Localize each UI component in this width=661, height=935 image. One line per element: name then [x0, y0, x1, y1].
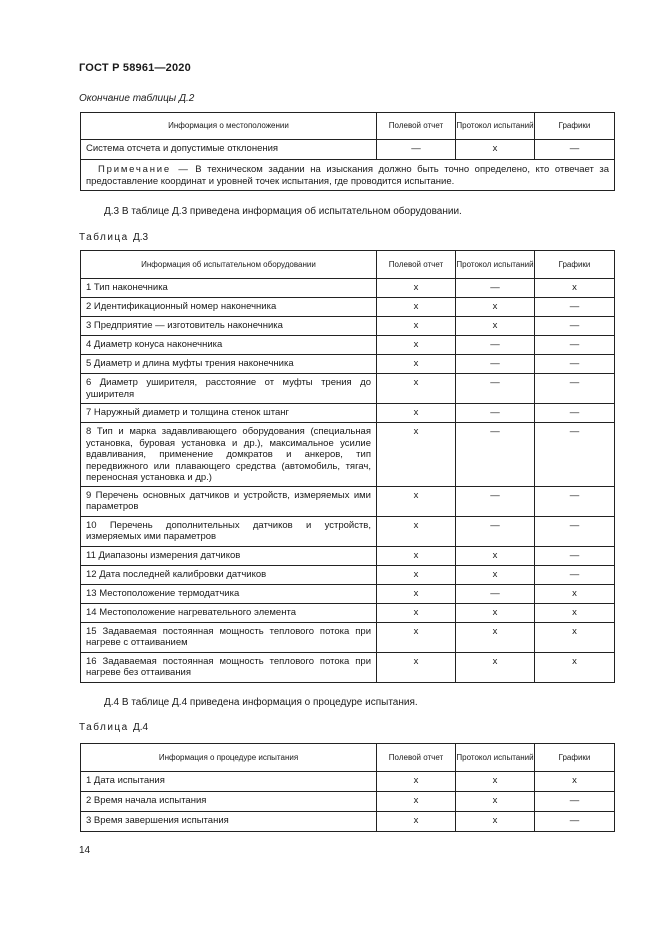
table-d4-header-graphs: Графики	[535, 744, 615, 772]
table-cell-graphs: х	[535, 652, 615, 682]
table-row	[81, 792, 615, 812]
table-cell-protocol: —	[456, 374, 535, 404]
table-row	[81, 772, 615, 792]
paragraph-d4: Д.4 В таблице Д.4 приведена информация о процедуре испытания.	[104, 697, 418, 708]
table-cell-graphs: х	[535, 603, 615, 622]
table-cell-field-report: х	[377, 404, 456, 423]
table-cell-graphs: х	[535, 772, 615, 792]
table-row	[81, 279, 615, 298]
table-d3-caption-number: Д.3	[133, 232, 149, 243]
table-cell-info: 15 Задаваемая постоянная мощность теплового потока при нагреве с оттаиванием	[81, 622, 377, 652]
table-d2-header-info: Информация о местоположении	[81, 113, 377, 140]
table-cell-info: 1 Тип наконечника	[81, 279, 377, 298]
table-cell-protocol: —	[456, 336, 535, 355]
table-d3-caption-label: Таблица	[79, 232, 129, 243]
table-cell-info: 16 Задаваемая постоянная мощность теплового потока при нагреве без оттаивания	[81, 652, 377, 682]
table-cell-graphs: —	[535, 298, 615, 317]
table-cell-info: 7 Наружный диаметр и толщина стенок штанг	[81, 404, 377, 423]
table-cell-field-report: х	[377, 516, 456, 546]
table-d4-header-info: Информация о процедуре испытания	[81, 744, 377, 772]
table-d4-caption	[79, 722, 148, 733]
table-row	[81, 374, 615, 404]
table-cell-info: 10 Перечень дополнительных датчиков и устройств, измеряемых ими параметров	[81, 516, 377, 546]
table-cell-field-report: х	[377, 565, 456, 584]
table-cell-protocol: х	[456, 317, 535, 336]
table-cell-protocol: —	[456, 279, 535, 298]
table-cell-info: 8 Тип и марка задавливающего оборудования (специальная установка, буровая установка и др.), максимальное усилие вдавливания, применение домкратов и анкеров, тип передвижного или плавающего средства (автомобиль, тягач, переносная установка и др.)	[81, 423, 377, 487]
table-d4-caption-label: Таблица	[79, 722, 129, 733]
table-cell-graphs: —	[535, 486, 615, 516]
table-d2-header-protocol: Протокол испытаний	[456, 113, 535, 140]
table-d4-body	[81, 772, 615, 832]
table-cell-protocol: х	[456, 546, 535, 565]
table-cell-field-report: х	[377, 486, 456, 516]
table-d3-header-info: Информация об испытательном оборудовании	[81, 251, 377, 279]
table-row	[81, 404, 615, 423]
table-cell-info: 2 Идентификационный номер наконечника	[81, 298, 377, 317]
table-cell-graphs: х	[535, 584, 615, 603]
table-cell-info: 4 Диаметр конуса наконечника	[81, 336, 377, 355]
table-cell-graphs: —	[535, 404, 615, 423]
table-cell-protocol: х	[456, 298, 535, 317]
table-row	[81, 546, 615, 565]
table-cell-info: 9 Перечень основных датчиков и устройств, измеряемых ими параметров	[81, 486, 377, 516]
table-cell-field-report: х	[377, 336, 456, 355]
table-cell-field-report: х	[377, 317, 456, 336]
table-cell-field-report: х	[377, 279, 456, 298]
table-cell-protocol: х	[456, 772, 535, 792]
table-cell-graphs: —	[535, 812, 615, 832]
table-d4	[80, 743, 615, 832]
table-d4-header-field-report: Полевой отчет	[377, 744, 456, 772]
table-cell-field-report: х	[377, 374, 456, 404]
table-d4-caption-number: Д.4	[133, 722, 149, 733]
table-d3	[80, 250, 615, 683]
table-d4-header-protocol: Протокол испытаний	[456, 744, 535, 772]
table-cell-protocol: —	[456, 486, 535, 516]
table-cell-protocol: х	[456, 565, 535, 584]
table-row	[81, 486, 615, 516]
table-cell-protocol: х	[456, 140, 535, 160]
table-row	[81, 317, 615, 336]
table-row	[81, 622, 615, 652]
table-cell-field-report: х	[377, 772, 456, 792]
table-cell-graphs: —	[535, 546, 615, 565]
table-d3-header-field-report: Полевой отчет	[377, 251, 456, 279]
table-d3-header-protocol: Протокол испытаний	[456, 251, 535, 279]
table-cell-info: 3 Предприятие — изготовитель наконечника	[81, 317, 377, 336]
table-cell-field-report: х	[377, 792, 456, 812]
table-cell-protocol: х	[456, 603, 535, 622]
table-cell-graphs: —	[535, 516, 615, 546]
paragraph-d3: Д.3 В таблице Д.3 приведена информация об испытательном оборудовании.	[104, 206, 462, 217]
table-row	[81, 423, 615, 487]
table-cell-graphs: —	[535, 317, 615, 336]
table-cell-graphs: —	[535, 355, 615, 374]
table-d2	[80, 112, 615, 191]
table-row	[81, 565, 615, 584]
table-cell-protocol: х	[456, 812, 535, 832]
table-cell-protocol: —	[456, 355, 535, 374]
table-cell-graphs: —	[535, 423, 615, 487]
table-cell-field-report: х	[377, 355, 456, 374]
table-cell-protocol: х	[456, 792, 535, 812]
table-d3-body	[81, 279, 615, 683]
table-cell-info: 12 Дата последней калибровки датчиков	[81, 565, 377, 584]
table-cell-info: 5 Диаметр и длина муфты трения наконечника	[81, 355, 377, 374]
table-cell-graphs: —	[535, 792, 615, 812]
table-cell-field-report: х	[377, 584, 456, 603]
table-cell-field-report: х	[377, 603, 456, 622]
table-cell-protocol: —	[456, 404, 535, 423]
table-cell-field-report: —	[377, 140, 456, 160]
table-row	[81, 584, 615, 603]
table-cell-info: 14 Местоположение нагревательного элемента	[81, 603, 377, 622]
table-cell-graphs: —	[535, 140, 615, 160]
note-label: Примечание —	[98, 163, 190, 175]
table-cell-info: 1 Дата испытания	[81, 772, 377, 792]
table-row	[81, 516, 615, 546]
page-number: 14	[79, 845, 91, 856]
table-cell-field-report: х	[377, 622, 456, 652]
table-cell-graphs: —	[535, 374, 615, 404]
table-cell-info: 11 Диапазоны измерения датчиков	[81, 546, 377, 565]
table-cell-graphs: —	[535, 336, 615, 355]
table-cell-protocol: х	[456, 622, 535, 652]
table-cell-info: 6 Диаметр уширителя, расстояние от муфты трения до уширителя	[81, 374, 377, 404]
table-d2-header-graphs: Графики	[535, 113, 615, 140]
table-cell-field-report: х	[377, 652, 456, 682]
table-row	[81, 336, 615, 355]
document-header: ГОСТ Р 58961—2020	[79, 62, 191, 74]
table-note-row	[81, 160, 615, 191]
table-row	[81, 652, 615, 682]
table-cell-graphs: —	[535, 565, 615, 584]
table-cell-protocol: —	[456, 584, 535, 603]
table-cell-protocol: —	[456, 516, 535, 546]
table-d3-header-graphs: Графики	[535, 251, 615, 279]
table-row	[81, 603, 615, 622]
table-cell-info: Система отсчета и допустимые отклонения	[81, 140, 377, 160]
table-cell-info: 2 Время начала испытания	[81, 792, 377, 812]
table-row	[81, 140, 615, 160]
table-d2-header-field-report: Полевой отчет	[377, 113, 456, 140]
table-cell-field-report: х	[377, 423, 456, 487]
table-note	[81, 160, 615, 191]
table-cell-info: 13 Местоположение термодатчика	[81, 584, 377, 603]
table-row	[81, 355, 615, 374]
table-row	[81, 298, 615, 317]
table-cell-field-report: х	[377, 546, 456, 565]
table-cell-protocol: —	[456, 423, 535, 487]
table-d2-continuation-caption: Окончание таблицы Д.2	[79, 93, 195, 104]
table-cell-graphs: х	[535, 622, 615, 652]
note-text: В техническом задании на изыскания должно быть точно определено, кто отвечает за предоставление координат и уровней точек испытания, где проводится испытание.	[86, 163, 610, 187]
table-cell-graphs: х	[535, 279, 615, 298]
table-cell-field-report: х	[377, 812, 456, 832]
table-d3-caption	[79, 232, 148, 243]
table-cell-protocol: х	[456, 652, 535, 682]
table-row	[81, 812, 615, 832]
table-cell-info: 3 Время завершения испытания	[81, 812, 377, 832]
table-cell-field-report: х	[377, 298, 456, 317]
